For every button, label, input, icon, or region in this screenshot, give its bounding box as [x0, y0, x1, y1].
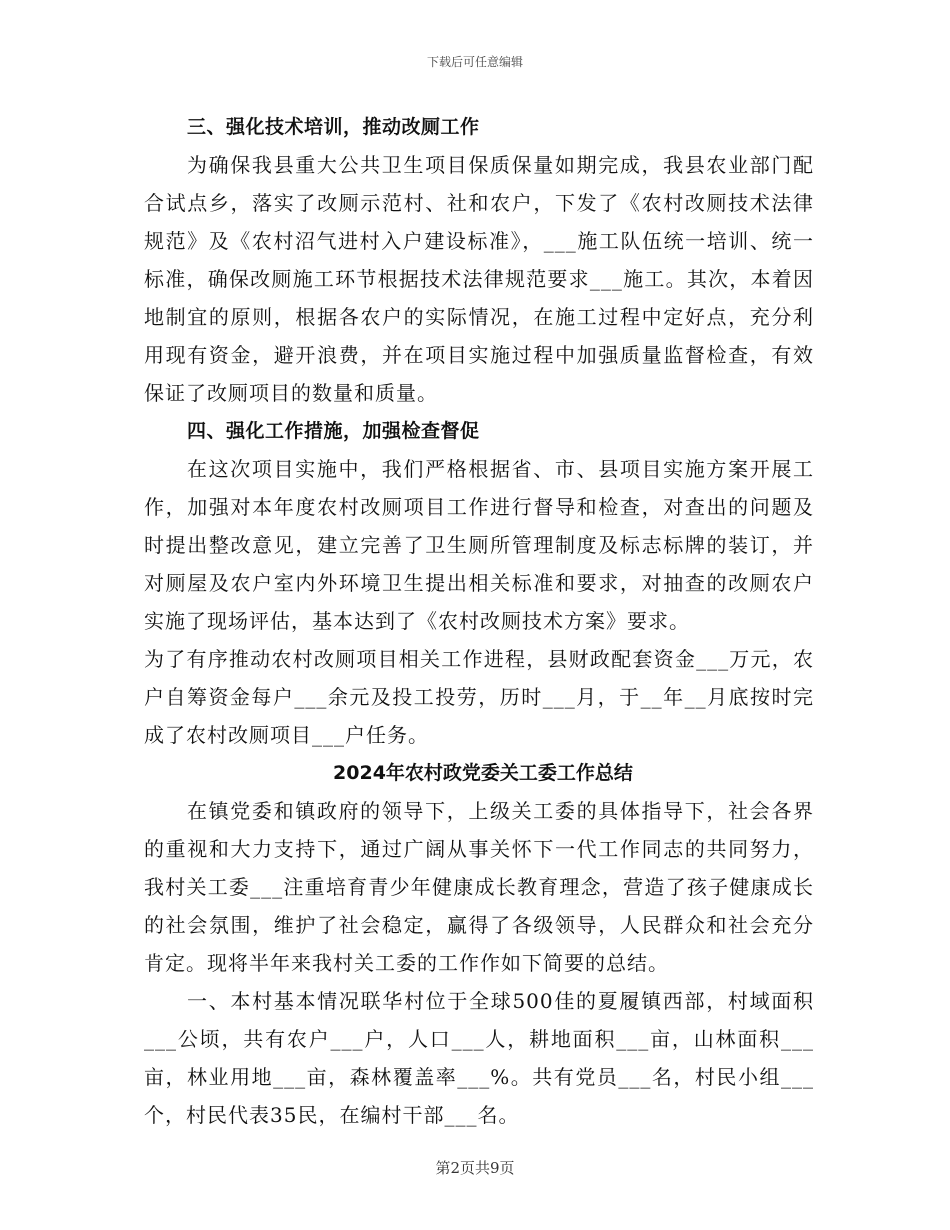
article-section-one-paragraph: 一、本村基本情况联华村位于全球500佳的夏履镇西部，村域面积___公顷，共有农户___户，人口___人，耕地面积___亩，山林面积___亩，林业用地___亩，森林覆盖率___%。共有党员___名，村民小组___个，村民代表35民，在编村干部___名。	[144, 989, 814, 1127]
section-three-heading: 三、强化技术培训，推动改厕工作	[187, 116, 480, 138]
article-title: 2024年农村政党委关工委工作总结	[333, 762, 633, 784]
document-body	[144, 108, 814, 1134]
section-four-heading: 四、强化工作措施，加强检查督促	[187, 420, 480, 442]
section-four-paragraph: 在这次项目实施中，我们严格根据省、市、县项目实施方案开展工作，加强对本年度农村改厕项目工作进行督导和检查，对查出的问题及时提出整改意见，建立完善了卫生厕所管理制度及标志标牌的装订，并对厕屋及农户室内外环境卫生提出相关标准和要求，对抽查的改厕农户实施了现场评估，基本达到了《农村改厕技术方案》要求。	[144, 457, 814, 633]
section-four-funding-paragraph: 为了有序推动农村改厕项目相关工作进程，县财政配套资金___万元，农户自筹资金每户___余元及投工投劳，历时___月，于__年__月底按时完成了农村改厕项目___户任务。	[144, 647, 814, 747]
article-intro-paragraph: 在镇党委和镇政府的领导下，上级关工委的具体指导下，社会各界的重视和大力支持下，通过广阔从事关怀下一代工作同志的共同努力，我村关工委___注重培育青少年健康成长教育理念，营造了孩子健康成长的社会氛围，维护了社会稳定，赢得了各级领导，人民群众和社会充分肯定。现将半年来我村关工委的工作作如下简要的总结。	[144, 799, 814, 975]
header-note: 下载后可任意编辑	[426, 55, 523, 69]
section-three-paragraph: 为确保我县重大公共卫生项目保质保量如期完成，我县农业部门配合试点乡，落实了改厕示范村、社和农户，下发了《农村改厕技术法律规范》及《农村沼气进村入户建设标准》，___施工队伍统一培训、统一标准，确保改厕施工环节根据技术法律规范要求___施工。其次，本着因地制宜的原则，根据各农户的实际情况，在施工过程中定好点，充分利用现有资金，避开浪费，并在项目实施过程中加强质量监督检查，有效保证了改厕项目的数量和质量。	[144, 153, 814, 405]
page-number: 第2页共9页	[435, 1159, 515, 1177]
